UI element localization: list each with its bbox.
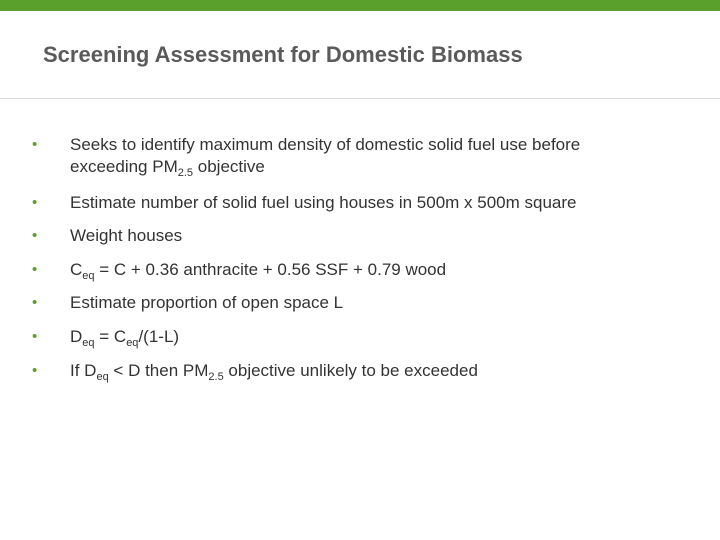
bullet-item-1 xyxy=(32,134,692,178)
bullet-7-part-a: If D xyxy=(70,361,97,380)
bullet-4-part-b: = C + 0.36 anthracite + 0.56 SSF + 0.79 wood xyxy=(94,260,447,279)
top-accent-bar xyxy=(0,0,720,11)
bullet-icon: • xyxy=(32,136,38,153)
slide-title: Screening Assessment for Domestic Biomass xyxy=(43,42,523,67)
bullet-item-7 xyxy=(32,360,692,382)
bullet-1-line-2-end: objective xyxy=(193,157,265,176)
bullet-text-4 xyxy=(70,259,692,281)
bullet-item-5 xyxy=(32,292,692,314)
bullet-text-1 xyxy=(70,134,692,178)
bullet-4-part-a: C xyxy=(70,260,83,279)
bullet-1-line-2-start: exceeding PM xyxy=(70,157,178,176)
bullet-icon: • xyxy=(32,328,38,345)
bullet-icon: • xyxy=(32,294,38,311)
title-divider xyxy=(0,98,720,99)
bullet-6-subscript-b: eq xyxy=(126,337,139,349)
bullet-6-part-a: D xyxy=(70,327,83,346)
bullet-text-6 xyxy=(70,326,692,348)
bullet-text-2: Estimate number of solid fuel using houses in 500m x 500m square xyxy=(70,193,577,212)
bullet-icon: • xyxy=(32,227,38,244)
bullet-item-6 xyxy=(32,326,692,348)
bullet-6-subscript-a: eq xyxy=(82,337,95,349)
bullet-text-3: Weight houses xyxy=(70,226,183,245)
bullet-item-3 xyxy=(32,225,692,247)
bullet-6-part-c: /(1-L) xyxy=(138,327,180,346)
bullet-item-4 xyxy=(32,259,692,281)
bullet-icon: • xyxy=(32,194,38,211)
bullet-item-2 xyxy=(32,192,692,214)
bullet-7-subscript-a: eq xyxy=(96,371,109,383)
bullet-4-subscript: eq xyxy=(82,270,95,282)
bullet-7-subscript-b: 2.5 xyxy=(208,371,224,383)
bullet-7-part-c: objective unlikely to be exceeded xyxy=(223,361,478,380)
bullet-7-part-b: < D then PM xyxy=(108,361,209,380)
bullet-icon: • xyxy=(32,362,38,379)
bullet-6-part-b: = C xyxy=(94,327,127,346)
bullet-text-7 xyxy=(70,360,692,382)
bullet-text-5: Estimate proportion of open space L xyxy=(70,293,344,312)
bullet-icon: • xyxy=(32,261,38,278)
bullet-1-line-1: Seeks to identify maximum density of domestic solid fuel use before xyxy=(70,135,581,154)
bullet-1-subscript: 2.5 xyxy=(177,167,194,179)
